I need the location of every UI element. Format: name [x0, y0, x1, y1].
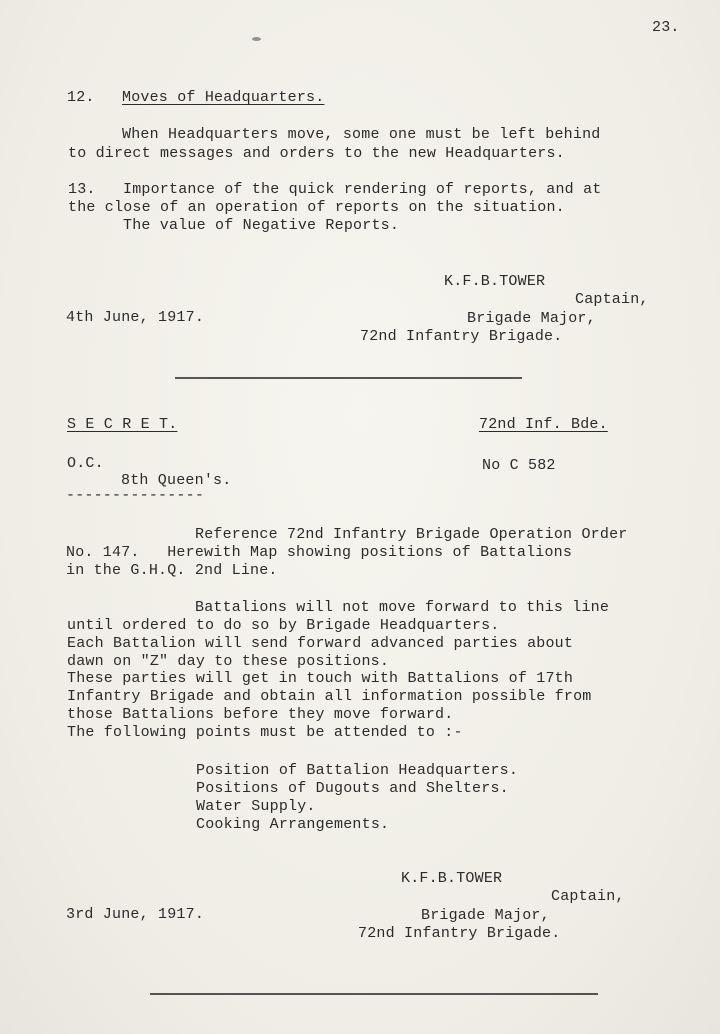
memo-para1-line-1: Reference 72nd Infantry Brigade Operation Order	[195, 526, 628, 543]
memo-para2-line-1: Battalions will not move forward to this line	[195, 599, 610, 616]
signature-1-rank: Captain,	[575, 291, 649, 308]
memo-point-3: Water Supply.	[196, 798, 316, 815]
page-number: 23.	[652, 19, 680, 36]
section-13-line-1: Importance of the quick rendering of reports, and at	[123, 181, 602, 198]
section-divider-2	[150, 993, 598, 995]
memo-dash-rule: ---------------	[66, 487, 205, 504]
section-13-number: 13.	[68, 181, 96, 198]
memo-para2-line-8: The following points must be attended to :-	[67, 724, 463, 741]
memo-classification: S E C R E T.	[67, 416, 178, 433]
memo-to-line-2: 8th Queen's.	[121, 472, 232, 489]
section-13-line-3: The value of Negative Reports.	[123, 217, 400, 234]
signature-2-unit: 72nd Infantry Brigade.	[358, 925, 561, 942]
section-12-heading: Moves of Headquarters.	[122, 89, 325, 106]
memo-formation: 72nd Inf. Bde.	[479, 416, 608, 433]
memo-para2-line-2: until ordered to do so by Brigade Headquarters.	[67, 617, 500, 634]
signature-1-role: Brigade Major,	[467, 310, 596, 327]
signature-2-date: 3rd June, 1917.	[66, 906, 205, 923]
memo-point-2: Positions of Dugouts and Shelters.	[196, 780, 509, 797]
memo-para2-line-4: dawn on "Z" day to these positions.	[67, 653, 390, 670]
section-12-line-2: to direct messages and orders to the new Headquarters.	[68, 145, 565, 162]
signature-1-date: 4th June, 1917.	[66, 309, 205, 326]
memo-para2-line-6: Infantry Brigade and obtain all information possible from	[67, 688, 592, 705]
signature-2-name: K.F.B.TOWER	[401, 870, 503, 887]
memo-para1-line-3: in the G.H.Q. 2nd Line.	[66, 562, 278, 579]
signature-1-name: K.F.B.TOWER	[444, 273, 546, 290]
memo-para1-line-2: No. 147. Herewith Map showing positions of Battalions	[66, 544, 573, 561]
memo-to-line-1: O.C.	[67, 455, 104, 472]
memo-para2-line-7: those Battalions before they move forward.	[67, 706, 454, 723]
section-12-line-1: When Headquarters move, some one must be left behind	[122, 126, 601, 143]
section-13-line-2: the close of an operation of reports on the situation.	[68, 199, 565, 216]
memo-point-4: Cooking Arrangements.	[196, 816, 390, 833]
section-12-number: 12.	[67, 89, 95, 106]
signature-1-unit: 72nd Infantry Brigade.	[360, 328, 563, 345]
section-divider-1	[175, 377, 522, 379]
signature-2-rank: Captain,	[551, 888, 625, 905]
ink-smudge	[252, 37, 261, 41]
memo-reference: No C 582	[482, 457, 556, 474]
memo-para2-line-3: Each Battalion will send forward advanced parties about	[67, 635, 574, 652]
memo-point-1: Position of Battalion Headquarters.	[196, 762, 519, 779]
memo-para2-line-5: These parties will get in touch with Battalions of 17th	[67, 670, 574, 687]
signature-2-role: Brigade Major,	[421, 907, 550, 924]
